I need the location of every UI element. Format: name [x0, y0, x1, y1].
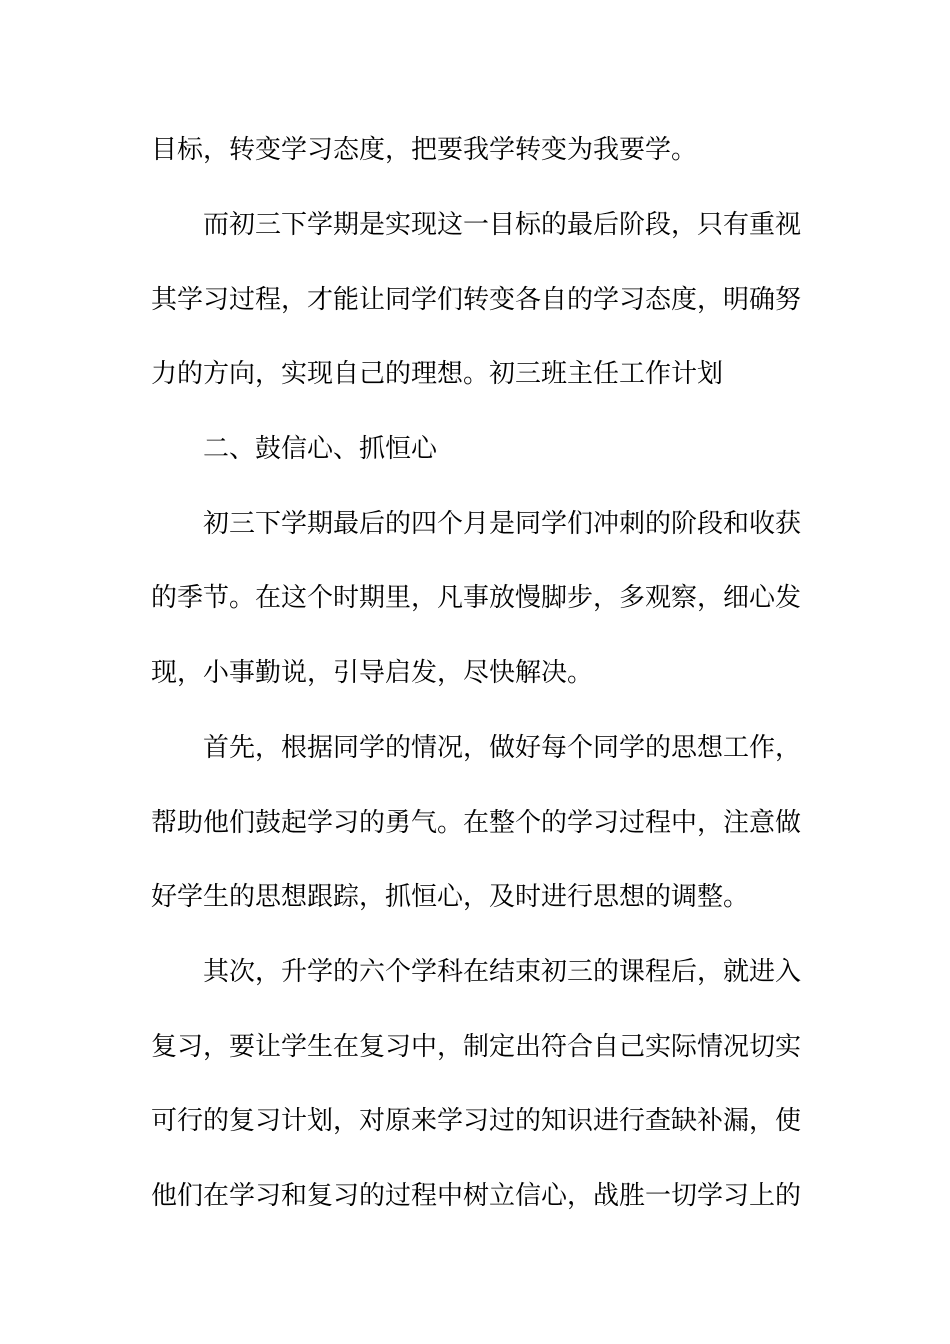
text-line: 可行的复习计划，对原来学习过的知识进行查缺补漏，使 [151, 1106, 802, 1136]
text-line: 好学生的思想跟踪，抓恒心，及时进行思想的调整。 [151, 882, 750, 912]
text-line: 力的方向，实现自己的理想。初三班主任工作计划 [151, 359, 724, 389]
text-line: 其学习过程，才能让同学们转变各自的学习态度，明确努 [151, 285, 802, 315]
text-line: 帮助他们鼓起学习的勇气。在整个的学习过程中，注意做 [151, 808, 802, 838]
section-heading: 二、鼓信心、抓恒心 [203, 434, 438, 464]
text-line: 而初三下学期是实现这一目标的最后阶段，只有重视 [203, 210, 802, 240]
text-line: 的季节。在这个时期里，凡事放慢脚步，多观察，细心发 [151, 583, 802, 613]
text-line: 复习，要让学生在复习中，制定出符合自己实际情况切实 [151, 1032, 802, 1062]
text-line: 他们在学习和复习的过程中树立信心，战胜一切学习上的 [151, 1181, 802, 1211]
text-line: 首先，根据同学的情况，做好每个同学的思想工作， [203, 733, 802, 763]
text-line: 初三下学期最后的四个月是同学们冲刺的阶段和收获 [203, 509, 802, 539]
text-line: 现，小事勤说，引导启发，尽快解决。 [151, 658, 594, 688]
text-line: 其次，升学的六个学科在结束初三的课程后，就进入 [203, 957, 802, 987]
text-line: 目标，转变学习态度，把要我学转变为我要学。 [151, 135, 698, 165]
